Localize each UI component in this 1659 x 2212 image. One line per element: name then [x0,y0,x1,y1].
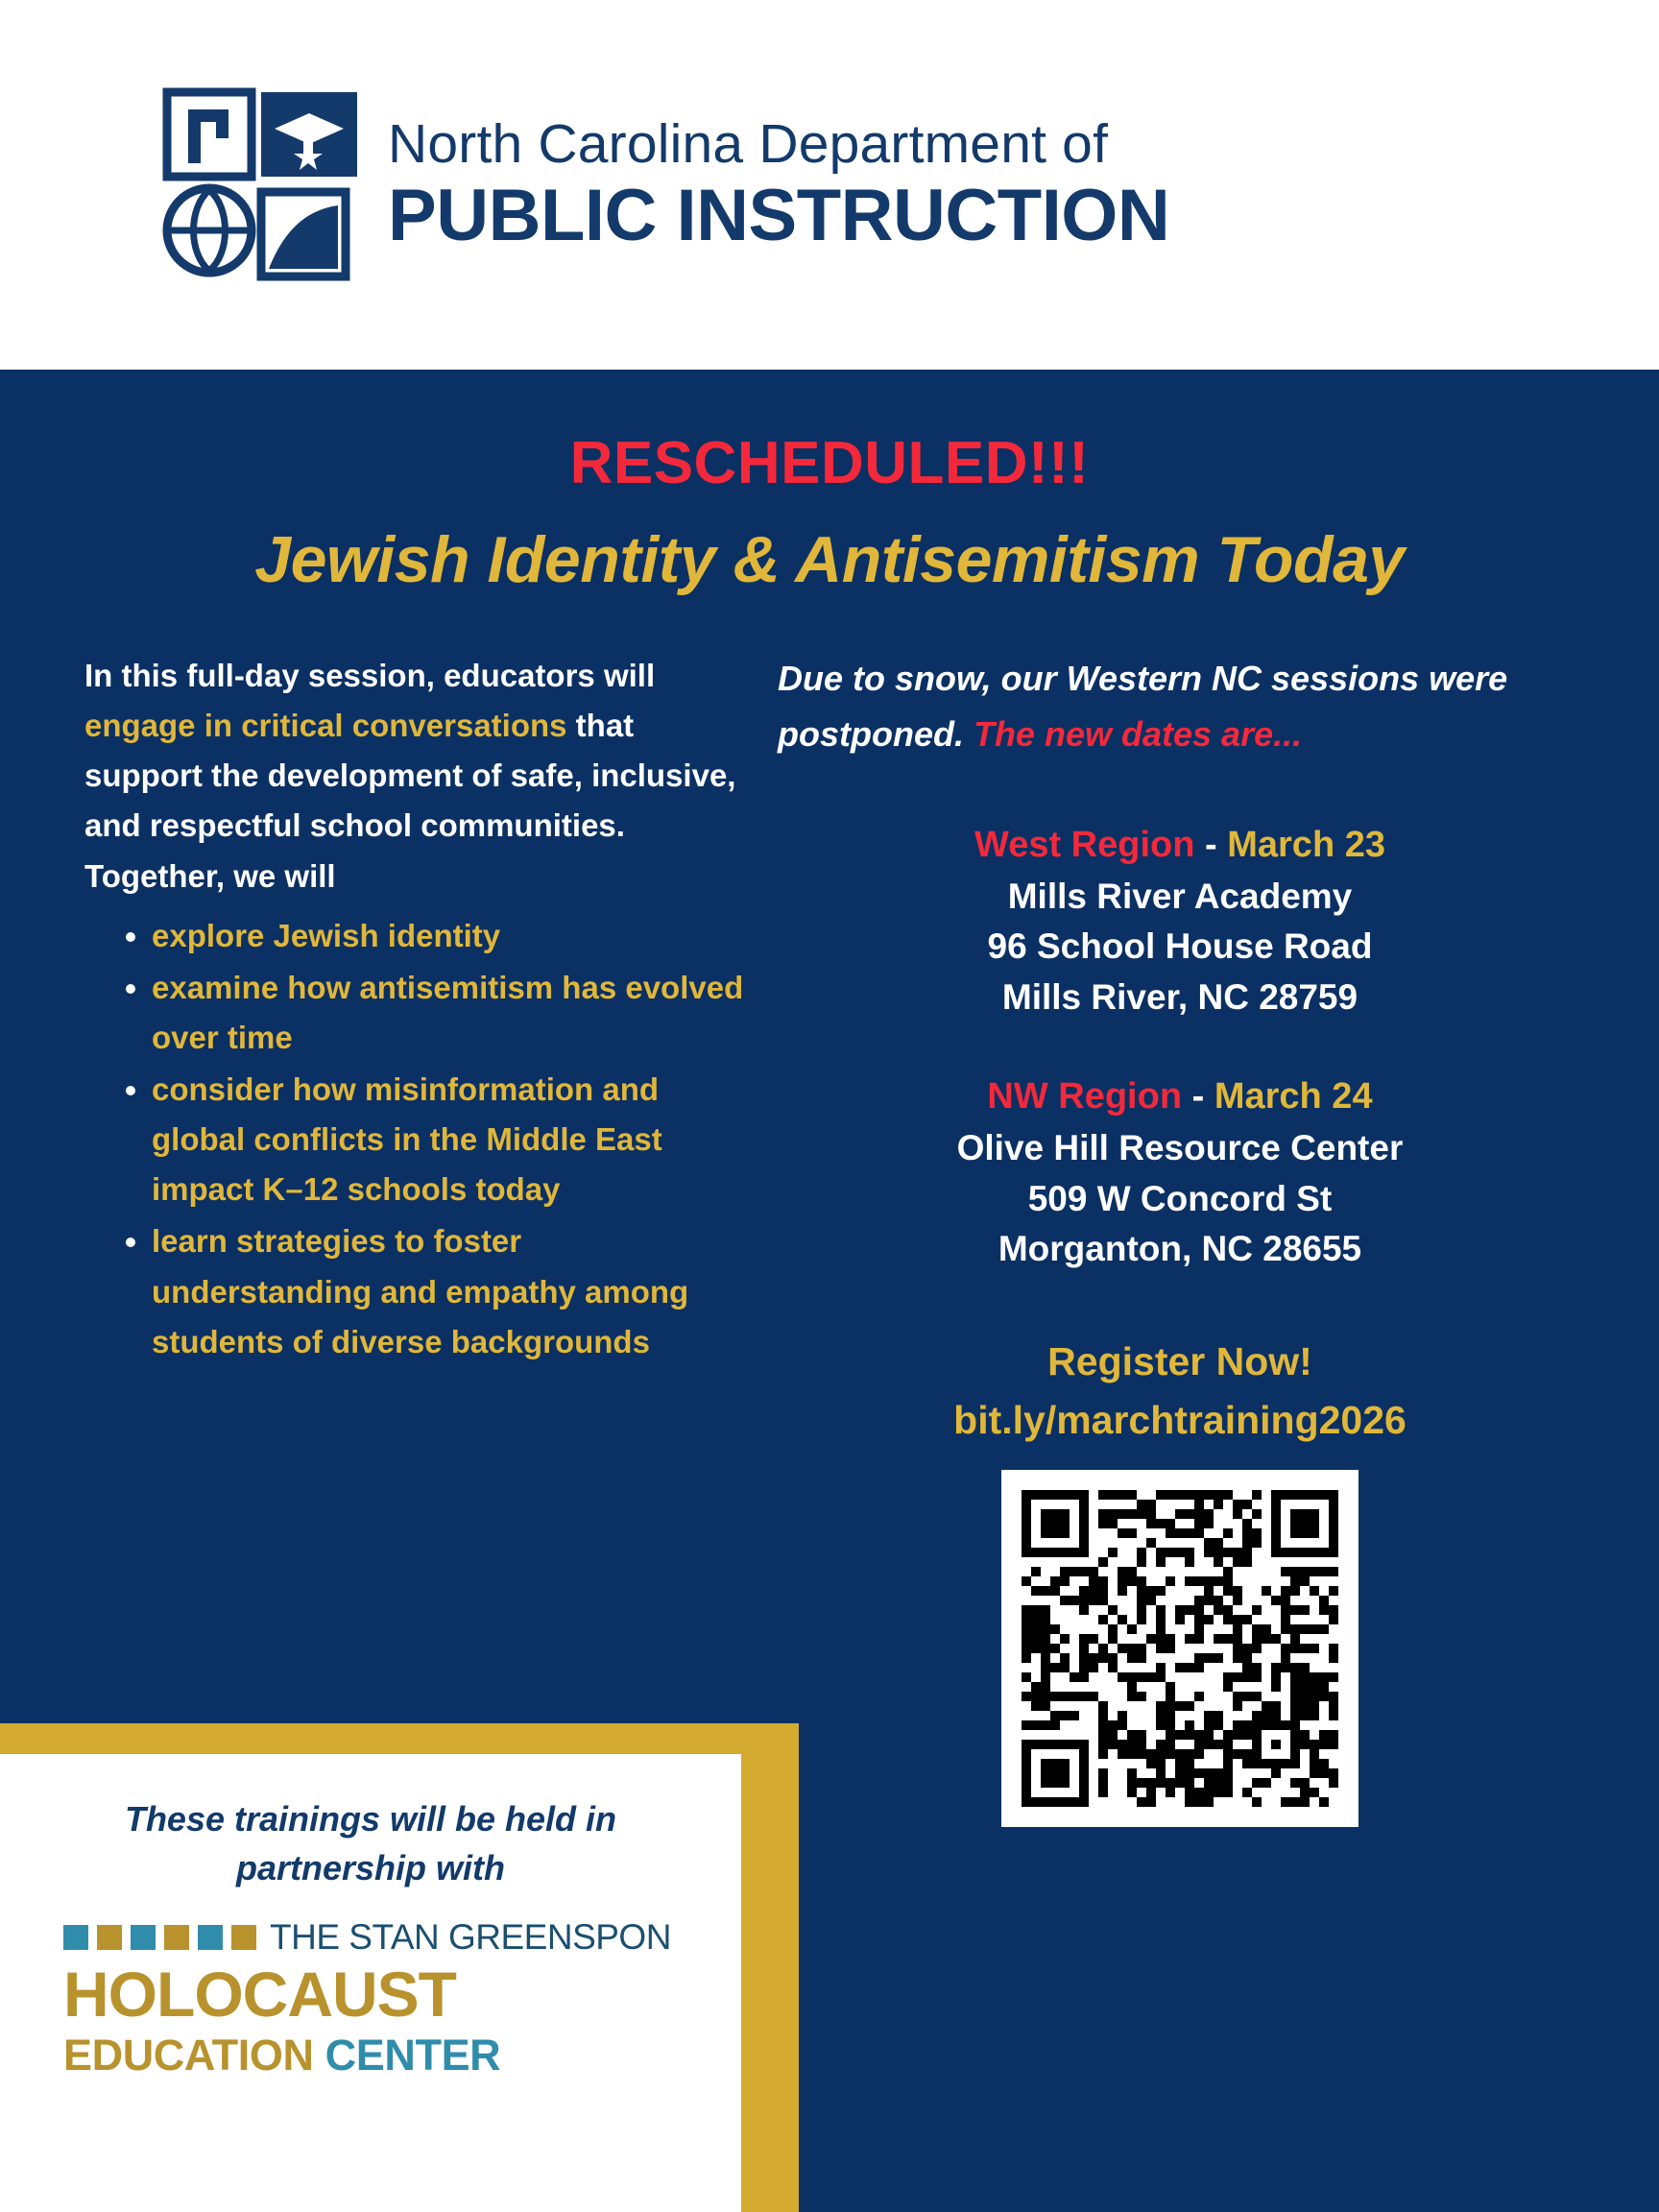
partner-panel [0,1723,799,2212]
intro-part-2: that support the development of safe, inclusive, and respectful school communities. Together, we will [84,708,736,894]
session-heading [778,1076,1582,1118]
register-block [778,1334,1582,1449]
list-item: • consider how misinformation and global conflicts in the Middle East impact K–12 schools today [152,1065,745,1214]
session-region: NW Region [987,1076,1183,1118]
register-url[interactable]: bit.ly/marchtraining2026 [953,1398,1407,1443]
greenspon-logo [42,1917,699,2080]
intro-highlight: engage in critical conversations [84,708,567,744]
left-column [0,651,768,1827]
intro-part-1: In this full-day session, educators will [84,658,656,693]
rescheduled-banner: RESCHEDULED!!! [569,430,1090,496]
session-street: 96 School House Road [987,926,1373,967]
session-region: West Region [974,824,1195,865]
list-item: • explore Jewish identity [152,911,745,961]
session-entry [778,825,1582,1023]
qr-code-icon[interactable] [1001,1470,1358,1827]
logo-wordmark [388,113,1170,256]
logo-square-icon [231,1925,256,1950]
postponement-notice [778,651,1582,763]
content-columns [0,651,1659,1827]
header [0,0,1659,370]
logo-square-icon [97,1925,122,1950]
list-item: • examine how antisemitism has evolved over time [152,963,745,1063]
greenspon-stan-line: THE STAN GREENSPON [270,1917,671,1958]
greenspon-logo-top [63,1917,699,1958]
session-city: Mills River, NC 28759 [1001,976,1358,1017]
logo-square-icon [63,1925,88,1950]
register-label: Register Now! [1047,1338,1312,1383]
list-item: • learn strategies to foster understanding and empathy among students of diverse backgrounds [152,1216,745,1366]
partner-inner-panel [0,1754,741,2212]
page-title: Jewish Identity & Antisemitism Today [254,523,1405,596]
session-entry [778,1076,1582,1275]
notice-text: Due to snow, our Western NC sessions were postponed. [778,659,1508,755]
greenspon-holocaust-line: HOLOCAUST [63,1959,456,2031]
logo-square-icon [198,1925,223,1950]
greenspon-center-word: CENTER [325,2030,501,2080]
session-city: Morganton, NC 28655 [998,1229,1362,1269]
logo-square-icon [164,1925,189,1950]
logo-square-icon [131,1925,156,1950]
session-street: 509 W Concord St [1027,1178,1333,1218]
logo-squares-icon [63,1925,256,1950]
ncdpi-logo-icon [161,86,363,283]
session-outcomes-list [84,911,745,1367]
session-dash: - [1194,824,1228,865]
greenspon-education-word: EDUCATION [63,2030,325,2080]
session-date: March 23 [1227,824,1385,865]
intro-paragraph [84,651,745,902]
partner-text: These trainings will be held in partnership with [124,1799,617,1888]
sessions-list [778,825,1582,1275]
logo-line-2: PUBLIC INSTRUCTION [388,175,1170,256]
session-venue: Olive Hill Resource Center [956,1128,1404,1168]
session-venue: Mills River Academy [1007,876,1353,916]
logo-line-1: North Carolina Department of [388,113,1109,175]
session-spacer [778,1022,1582,1076]
session-heading [778,825,1582,866]
right-column [768,651,1659,1827]
session-date: March 24 [1214,1076,1373,1118]
session-dash: - [1182,1076,1214,1118]
greenspon-education-center-line [63,2031,699,2080]
notice-emphasis: The new dates are... [973,714,1303,755]
